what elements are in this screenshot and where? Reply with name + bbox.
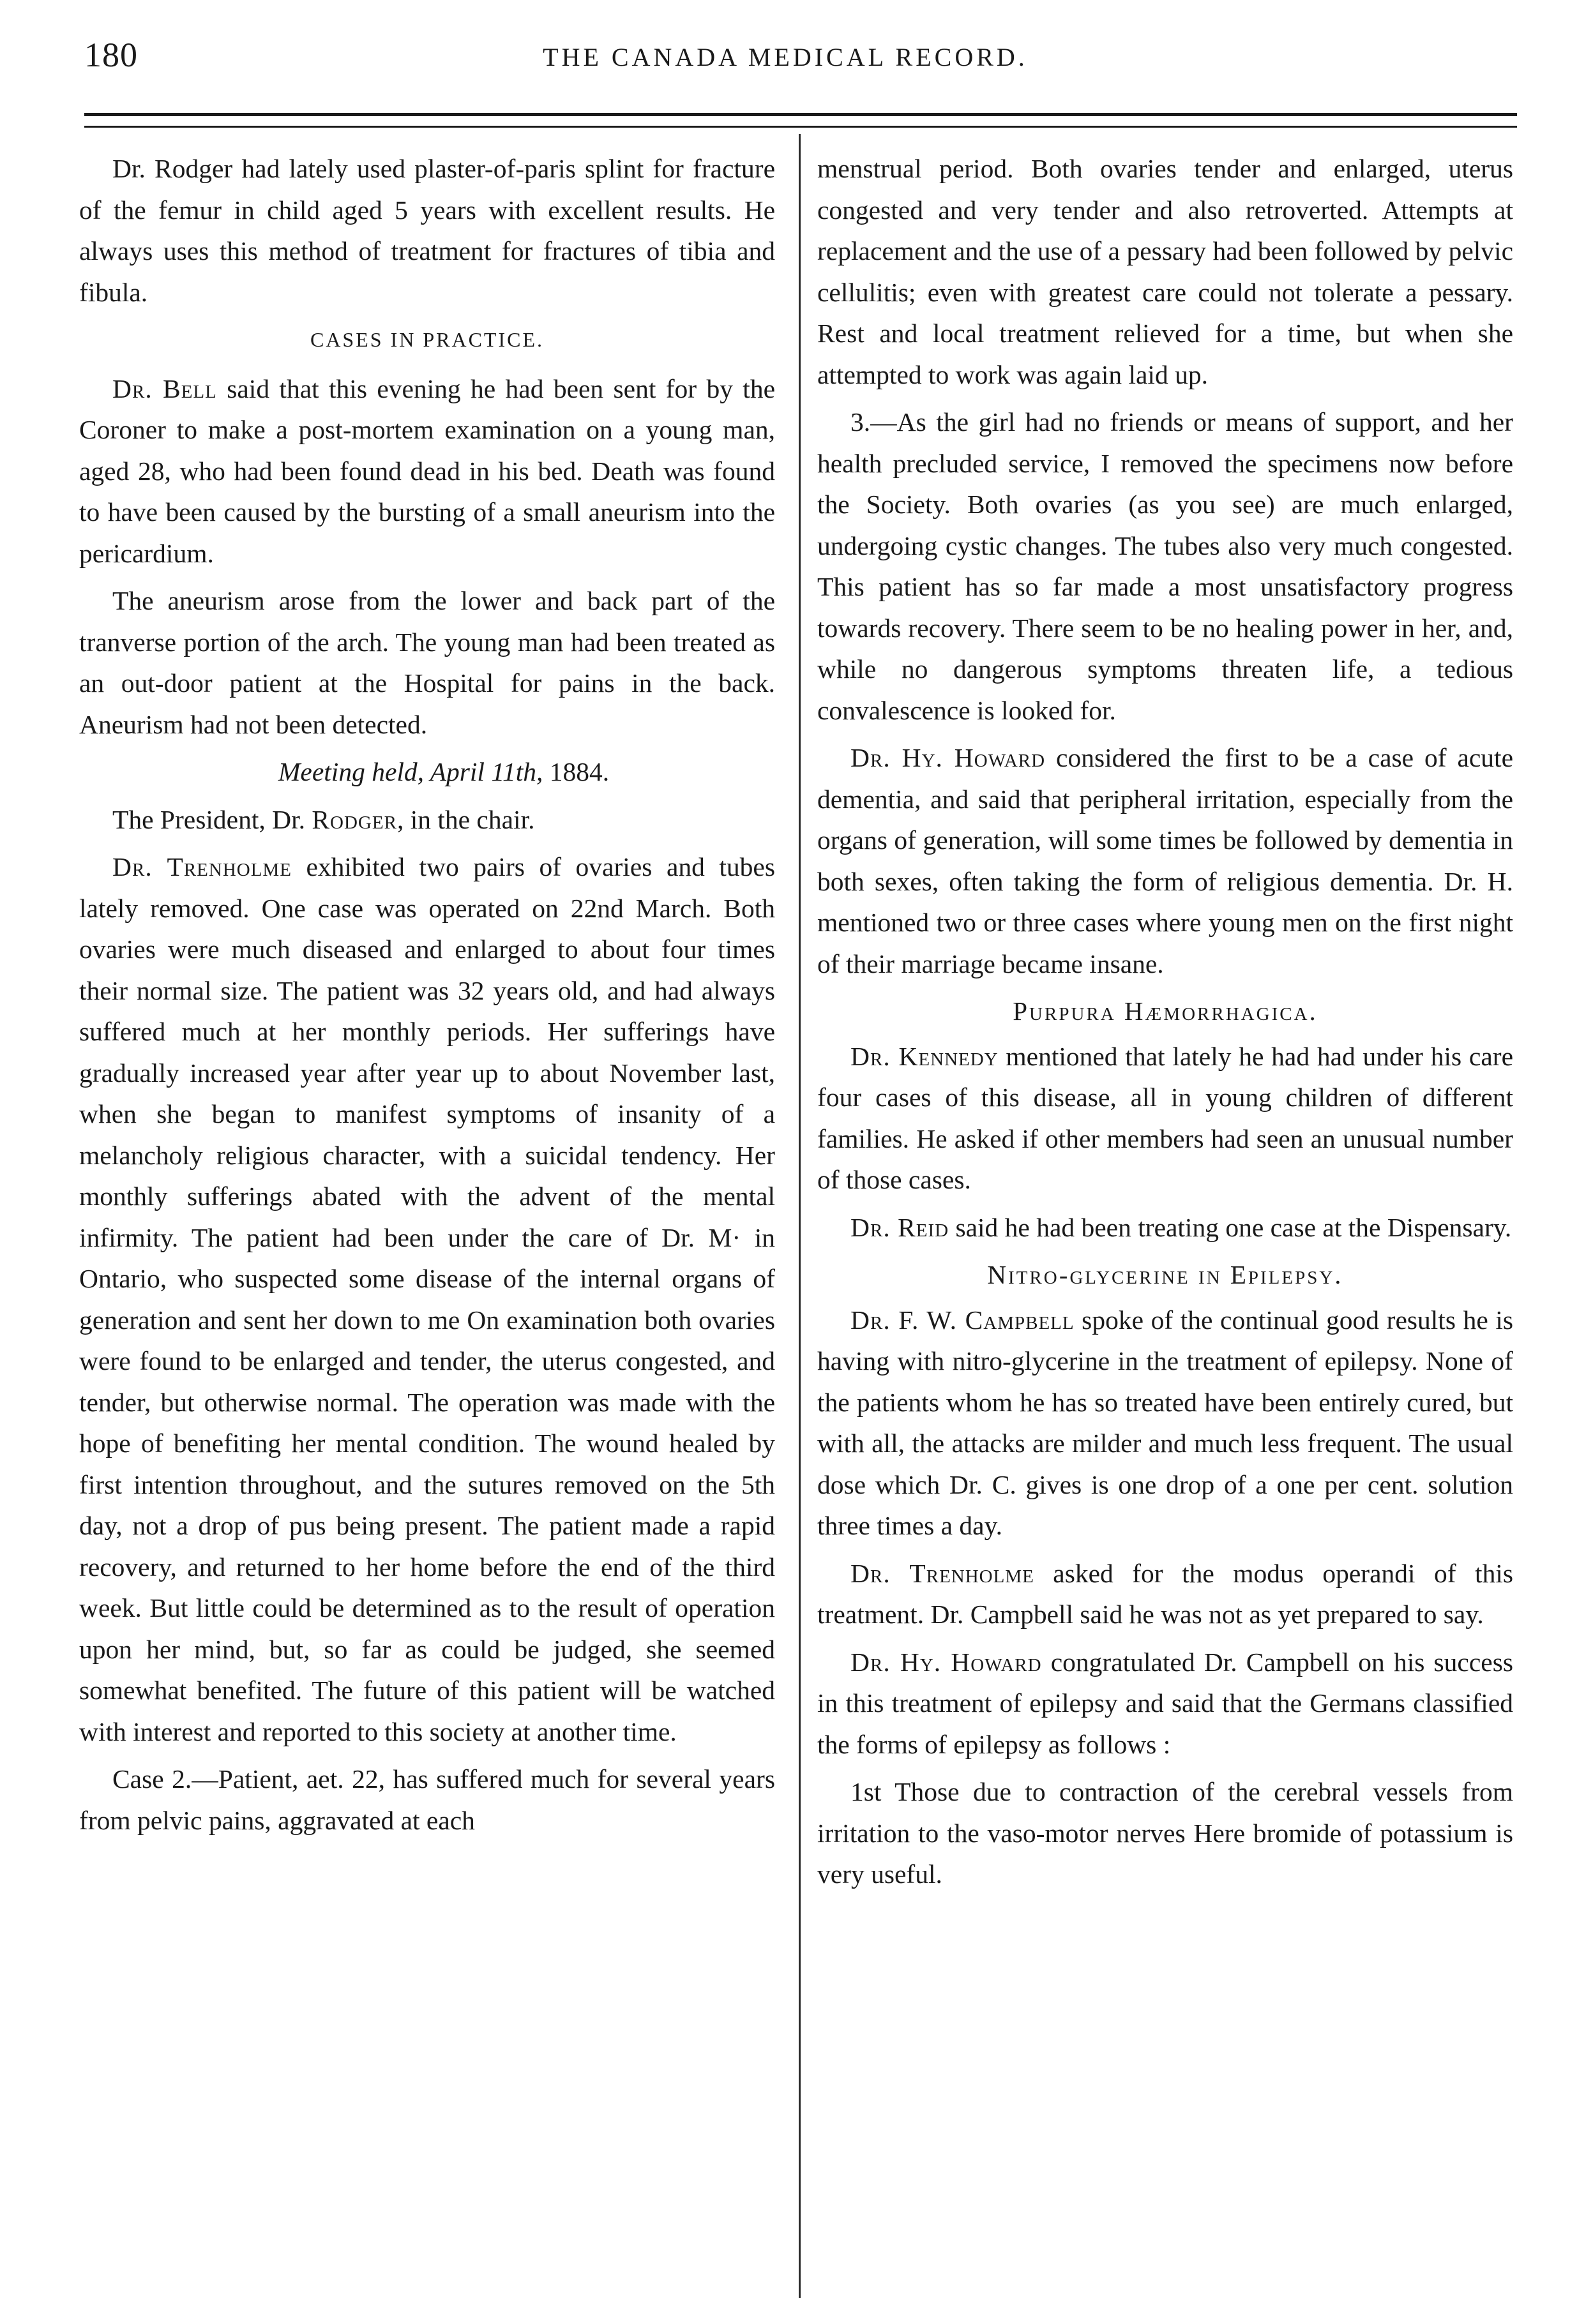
paragraph-howard-congratulated xyxy=(817,1642,1513,1765)
column-divider xyxy=(799,134,801,2298)
speaker-name: Dr. F. W. Campbell xyxy=(850,1305,1075,1335)
speaker-name: Dr. Hy. Howard xyxy=(850,1647,1042,1677)
paragraph-bell-postmortem xyxy=(79,368,775,574)
paragraph-text: , in the chair. xyxy=(396,804,535,834)
speaker-name: Dr. Trenholme xyxy=(112,852,292,881)
paragraph-first-form: 1st Those due to contraction of the cerebral vessels from irritation to the vaso-motor nerves Here bromide of potassium is very useful. xyxy=(817,1777,1513,1889)
paragraph-text: considered the first to be a case of acute dementia, and said that peripheral irritation, especially from the organs of generation, will some times be followed by dementia in both sexes, often taking the form of religious dementia. Dr. H. mentioned two or three cases where young men on the first night of their marriage became insane. xyxy=(817,743,1513,978)
meeting-date: Meeting held, April 11th, xyxy=(278,757,543,786)
meeting-year: 1884. xyxy=(543,757,610,786)
speaker-name: Dr. Hy. Howard xyxy=(850,743,1046,772)
paragraph-howard-dementia xyxy=(817,737,1513,984)
running-head: THE CANADA MEDICAL RECORD. xyxy=(543,43,1028,71)
paragraph-text: congratulated Dr. Campbell on his success in this treatment of epilepsy and said that the Germans classified the forms of epilepsy as follows : xyxy=(817,1647,1513,1759)
paragraph-text: said he had been treating one case at the Dispensary. xyxy=(949,1212,1512,1242)
paragraph-text: mentioned that lately he had had under his care four cases of this disease, all in young children of different families. He asked if other members had seen an unusual number of those cases. xyxy=(817,1041,1513,1194)
speaker-name: Dr. Reid xyxy=(850,1212,949,1242)
paragraph-reid xyxy=(817,1207,1513,1248)
paragraph-case-3: 3.—As the girl had no friends or means of support, and her health precluded service, I removed the specimens now before the Society. Both ovaries (as you see) are much enlarged, undergoing cystic changes. The tubes also very much congested. This patient has so far made a most unsatisfactory progress towards recovery. There seem to be no healing power in her, and, while no dangerous symptoms threaten life, a tedious convalescence is looked for. xyxy=(817,407,1513,725)
heading-nitro-glycerine: Nitro-glycerine in Epilepsy. xyxy=(987,1260,1343,1289)
paragraph-aneurism: The aneurism arose from the lower and back part of the tranverse portion of the arch. The young man had been treated as an out-door patient at the Hospital for pains in the back. Aneurism had not been detected. xyxy=(79,586,775,739)
right-column xyxy=(817,148,1513,1901)
header-rule-thick xyxy=(84,113,1517,116)
speaker-name: Dr. Trenholme xyxy=(850,1558,1034,1588)
page-number: 180 xyxy=(84,36,138,74)
paragraph-text: The President, Dr. xyxy=(112,804,312,834)
speaker-name: Rodger xyxy=(312,804,397,834)
heading-cases-in-practice: CASES IN PRACTICE. xyxy=(310,328,545,351)
paragraph-trenholme-modus xyxy=(817,1553,1513,1635)
meeting-heading xyxy=(79,751,775,793)
paragraph-text: said that this evening he had been sent for by the Coroner to make a post-mortem examination on a young man, aged 28, who had been found dead in his bed. Death was found to have been caused by the bursting of a small aneurism into the pericardium. xyxy=(79,373,776,568)
paragraph-text: exhibited two pairs of ovaries and tubes lately removed. One case was operated on 22nd March. Both ovaries were much diseased and enlarged to about four times their normal size. The patient was 32 years old, and had always suffered much at her monthly periods. Her sufferings have gradually increased year after year up to about November last, when she began to manifest symptoms of insanity of a melancholy religious character, with a suicidal tendency. Her monthly sufferings abated with the advent of the mental infirmity. The patient had been under the care of Dr. M· in Ontario, who suspected some disease of the internal organs of generation and sent her down to me On examination both ovaries were found to be enlarged and tender, the uterus congested, and tender, but otherwise normal. The operation was made with the hope of benefiting her mental condition. The wound healed by first intention throughout, and the sutures removed on the 5th day, not a drop of pus being present. The patient made a rapid recovery, and returned to her home before the end of the third week. But little could be determined as to the result of operation upon her mind, but, so far as could be judged, she seemed somewhat benefited. The future of this patient will be watched with interest and reported to this society at another time. xyxy=(79,852,776,1746)
speaker-name: Dr. Kennedy xyxy=(850,1041,999,1071)
paragraph-trenholme-ovaries xyxy=(79,846,775,1752)
paragraph-campbell xyxy=(817,1300,1513,1547)
paragraph-case-2: Case 2.—Patient, aet. 22, has suffered much for several years from pelvic pains, aggravated at each xyxy=(79,1764,775,1835)
paragraph-kennedy xyxy=(817,1036,1513,1201)
speaker-name: Dr. Bell xyxy=(112,373,217,403)
paragraph-text: spoke of the continual good results he is having with nitro-glycerine in the treatment of epilepsy. None of the patients whom he has so treated have been entirely cured, but with all, the attacks are milder and much less frequent. The usual dose which Dr. C. gives is one drop of a one per cent. solution three times a day. xyxy=(817,1305,1514,1540)
left-column xyxy=(79,148,775,1847)
paragraph-case-2-continued: menstrual period. Both ovaries tender and enlarged, uterus congested and very tender and also retroverted. Attempts at replacement and the use of a pessary had been followed by pelvic cellulitis; even with greatest care could not tolerate a pessary. Rest and local treatment relieved for a time, but when she attempted to work was again laid up. xyxy=(817,154,1513,389)
header-rule-thin xyxy=(84,126,1517,128)
paragraph-president-chair xyxy=(79,799,775,841)
heading-purpura: Purpura Hæmorrhagica. xyxy=(1013,996,1318,1026)
paragraph-text: asked for the modus operandi of this treatment. Dr. Campbell said he was not as yet prepared to say. xyxy=(817,1558,1513,1629)
paragraph-rodger-splint: Dr. Rodger had lately used plaster-of-paris splint for fracture of the femur in child aged 5 years with excellent results. He always uses this method of treatment for fractures of tibia and fibula. xyxy=(79,154,775,307)
